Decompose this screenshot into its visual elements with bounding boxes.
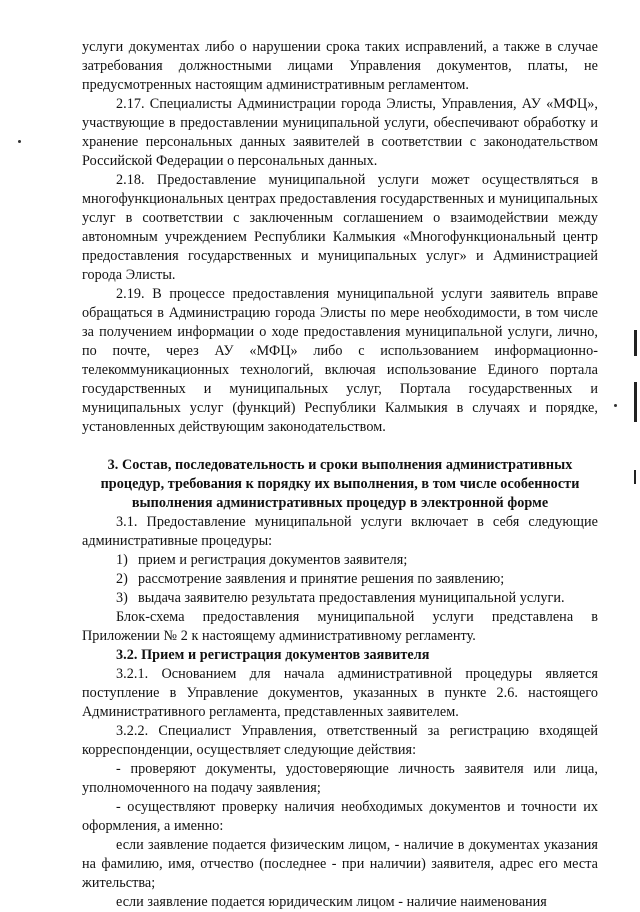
paragraph-check-identity: - проверяют документы, удостоверяющие личность заявителя или лица, уполномоченного на подачу заявления;: [82, 761, 598, 796]
scan-edge-mark: [634, 330, 637, 356]
list-item: [116, 570, 598, 589]
paragraph-3-2-2: 3.2.2. Специалист Управления, ответственный за регистрацию входящей корреспонденции, осуществляет следующие действия:: [82, 723, 598, 758]
paragraph-legal-entity: если заявление подается юридическим лицом - наличие наименования: [116, 894, 547, 910]
list-item-number: 2): [116, 571, 128, 587]
procedure-list: [82, 551, 598, 608]
list-item-text: прием и регистрация документов заявителя;: [138, 552, 408, 568]
list-item-text: рассмотрение заявления и принятие решения по заявлению;: [138, 571, 505, 587]
scan-edge-mark: [634, 470, 636, 484]
scan-speck: [614, 404, 617, 407]
paragraph-2-18: 2.18. Предоставление муниципальной услуги может осуществляться в многофункциональных центрах предоставления государственных и муниципальных услуг в соответствии с заключенным соглашением о взаимодействии между автономным учреждением Республики Калмыкия «Многофункциональный центр предоставления государственных и муниципальных услуг» и Администрацией города Элисты.: [82, 172, 598, 283]
paragraph-individual: если заявление подается физическим лицом, - наличие в документах указания на фамилию, имя, отчество (последнее - при наличии) заявителя, адрес его места жительства;: [82, 837, 598, 891]
subsection-3-2-heading: 3.2. Прием и регистрация документов заявителя: [116, 647, 430, 663]
list-item-text: выдача заявителю результата предоставления муниципальной услуги.: [138, 590, 565, 606]
list-item: [116, 551, 598, 570]
paragraph-2-17: 2.17. Специалисты Администрации города Элисты, Управления, АУ «МФЦ», участвующие в предоставлении муниципальной услуги, обеспечивают обработку и хранение персональных данных заявителей в соответствии с законодательством Российской Федерации о персональных данных.: [82, 96, 598, 169]
list-item: [116, 589, 598, 608]
scan-edge-mark: [634, 382, 637, 422]
paragraph-continuation: услуги документах либо о нарушении срока таких исправлений, а также в случае затребования должностными лицами Управления документов, платы, не предусмотренных настоящим административным регламентом.: [82, 39, 598, 93]
paragraph-blockscheme: Блок-схема предоставления муниципальной услуги представлена в Приложении № 2 к настоящему административному регламенту.: [82, 609, 598, 644]
scan-speck: [18, 140, 21, 143]
paragraph-3-1: 3.1. Предоставление муниципальной услуги включает в себя следующие административные процедуры:: [82, 514, 598, 549]
paragraph-3-2-1: 3.2.1. Основанием для начала административной процедуры является поступление в Управление документов, указанных в пункте 2.6. настоящего Административного регламента, представленных заявителем.: [82, 666, 598, 720]
document-body: [82, 38, 598, 912]
paragraph-check-documents: - осуществляют проверку наличия необходимых документов и точности их оформления, а именно:: [82, 799, 598, 834]
section-3-heading: 3. Состав, последовательность и сроки выполнения административных процедур, требования к порядку их выполнения, в том числе особенности выполнения административных процедур в электронной форме: [100, 457, 580, 511]
list-item-number: 3): [116, 590, 128, 606]
list-item-number: 1): [116, 552, 128, 568]
paragraph-2-19: 2.19. В процессе предоставления муниципальной услуги заявитель вправе обращаться в Администрацию города Элисты по мере необходимости, в том числе за получением информации о ходе предоставления муниципальной услуги, лично, по почте, через АУ «МФЦ» либо с использованием информационно-телекоммуникационных технологий, включая использование Единого портала государственных и муниципальных услуг, Портала государственных и муниципальных услуг (функций) Республики Калмыкия в случаях и порядке, установленных действующим законодательством.: [82, 286, 598, 435]
